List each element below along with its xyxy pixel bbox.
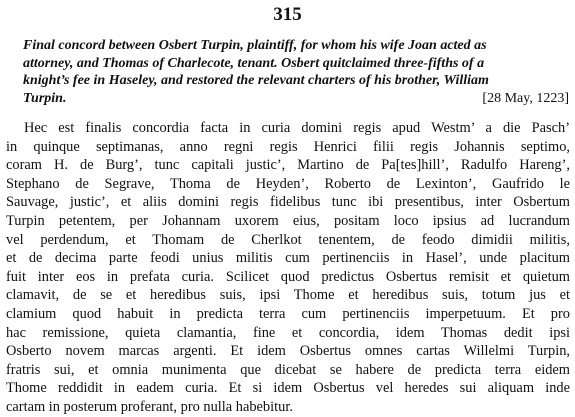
text-line: et de decima parte feodi unius militis cum pertinenciis in Hasel’, unde placitum (6, 250, 570, 267)
text-line: clamium quod habuit in predicta terra cum pertinenciis imperpetuum. Et pro (6, 305, 570, 322)
latin-text (6, 119, 570, 417)
text-line: Osberto novem marcas argenti. Et idem Osbertus omnes cartas Willelmi Turpin, (6, 343, 570, 360)
summary-line: Final concord between Osbert Turpin, plaintiff, for whom his wife Joan acted as (23, 38, 487, 53)
text-line: cartam in posterum proferant, pro nulla habebitur. (6, 398, 293, 415)
summary-last-line (23, 90, 569, 108)
text-line: vel perdendum, et Thomam de Cherlkot tenentem, de feodo dimidii militis, (6, 231, 570, 248)
text-line: fuit inter eos in prefata curia. Scilicet quod predictus Osbertus remisit et quietum (6, 268, 570, 285)
summary-line: attorney, and Thomas of Charlecote, tenant. Osbert quitclaimed three-fifths of a (23, 55, 485, 71)
text-line: Stephano de Segrave, Thoma de Heyden’, Roberto de Lexinton’, Gaufrido le (6, 175, 570, 192)
document-summary (23, 37, 569, 107)
text-line: Turpin petentem, per Johannam uxorem eius, positam loco ipsius ad lucrandum (6, 212, 570, 229)
page-number: 315 (273, 4, 302, 25)
summary-line: Turpin. (23, 90, 67, 106)
text-line: Sauvage, justic’, et aliis domini regis fidelibus tunc ibi presentibus, inter Osbertum (6, 194, 570, 211)
text-line: clamavit, de se et heredibus suis, ipsi Thome et heredibus suis, totum jus et (6, 287, 570, 304)
document-date: [28 May, 1223] (482, 90, 569, 106)
text-line: hac remissione, quieta clamantia, fine et concordia, idem Thomas dedit ipsi (6, 324, 570, 341)
summary-line: knight’s fee in Haseley, and restored the relevant charters of his brother, William (23, 73, 489, 88)
text-line: Thome reddidit in eadem curia. Et si idem Osbertus vel heredes sui aliquam inde (6, 380, 570, 397)
text-line: coram H. de Burg’, tunc capitali justic’, Martino de Pa[tes]hill’, Radulfo Hareng’, (6, 157, 570, 174)
text-line: fratris sui, et omnia munimenta que dicebat se habere de predicta terra eidem (6, 361, 570, 378)
text-line: in quinque septimanas, anno regni regis Henrici filii regis Johannis septimo, (6, 138, 570, 155)
text-line: Hec est finalis concordia facta in curia domini regis apud Westm’ a die Pasch’ (24, 120, 570, 136)
